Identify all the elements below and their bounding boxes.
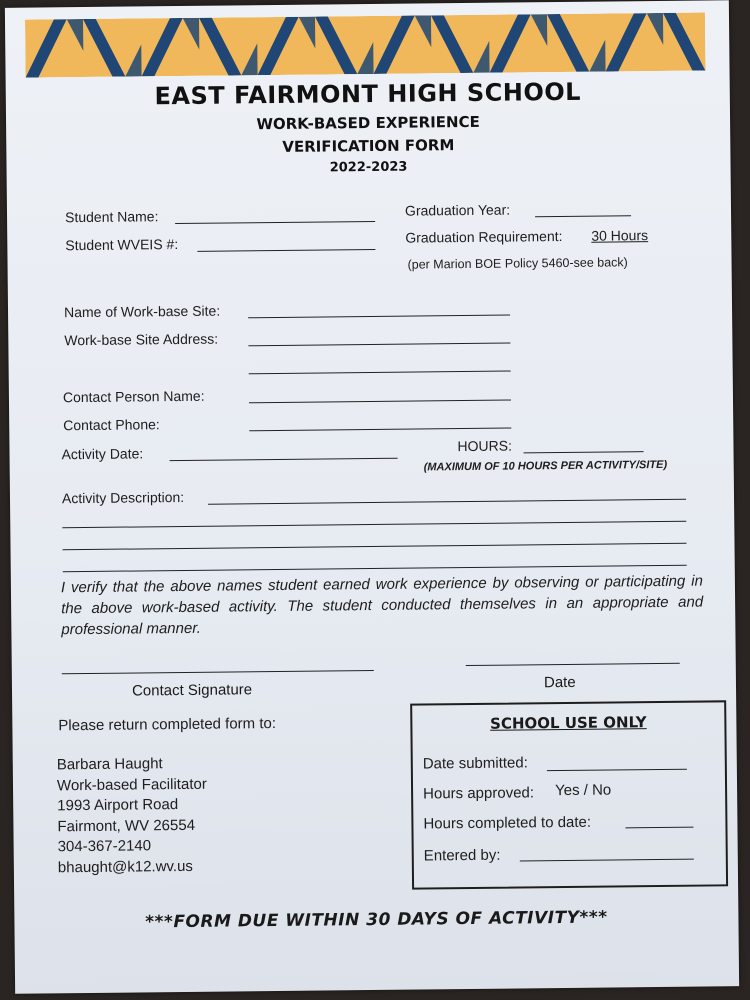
chevron-pattern-icon xyxy=(25,12,706,77)
signature-date-field[interactable] xyxy=(466,663,680,666)
student-wveis-label: Student WVEIS #: xyxy=(65,236,179,254)
site-address-field[interactable] xyxy=(248,343,510,347)
site-address-field-2[interactable] xyxy=(249,371,511,375)
facilitator-name: Barbara Haught xyxy=(56,755,163,774)
graduation-year-label: Graduation Year: xyxy=(404,201,511,219)
activity-date-field[interactable] xyxy=(170,458,398,461)
hours-completed-label: Hours completed to date: xyxy=(423,813,592,833)
site-address-label: Work-base Site Address: xyxy=(64,330,219,349)
policy-note: (per Marion BOE Policy 5460-see back) xyxy=(407,255,628,272)
return-address xyxy=(57,754,208,879)
entered-by-label: Entered by: xyxy=(423,846,501,865)
school-year: 2022-2023 xyxy=(329,159,408,176)
hours-approved-options[interactable]: Yes / No xyxy=(554,781,612,800)
graduation-requirement-label: Graduation Requirement: xyxy=(405,227,563,246)
site-name-label: Name of Work-base Site: xyxy=(63,302,221,321)
school-title: EAST FAIRMONT HIGH SCHOOL xyxy=(154,77,582,111)
date-submitted-label: Date submitted: xyxy=(422,754,528,773)
student-wveis-field[interactable] xyxy=(197,249,375,252)
activity-date-label: Activity Date: xyxy=(61,445,144,463)
student-name-field[interactable] xyxy=(175,221,375,224)
activity-description-line-2[interactable] xyxy=(62,521,686,529)
form-subtitle-1: WORK-BASED EXPERIENCE xyxy=(256,112,480,134)
graduation-year-field[interactable] xyxy=(535,215,631,217)
form-due-notice: ***FORM DUE WITHIN 30 DAYS OF ACTIVITY*** xyxy=(145,907,608,933)
hours-approved-label: Hours approved: xyxy=(423,784,535,803)
verification-statement: I verify that the above names student earned work experience by observing or participating in the above work-based activity. The student conducted themselves in an appropriate and professional manner. xyxy=(60,572,704,639)
contact-phone-field[interactable] xyxy=(249,428,511,432)
activity-description-line-3[interactable] xyxy=(63,543,687,551)
city-state-zip: Fairmont, WV 26554 xyxy=(57,816,196,835)
activity-description-label: Activity Description: xyxy=(61,488,185,507)
graduation-requirement-value: 30 Hours xyxy=(591,227,649,244)
return-instructions: Please return completed form to: xyxy=(58,715,277,735)
signature-date-label: Date xyxy=(543,673,576,692)
decorative-banner xyxy=(25,12,706,77)
hours-max-note: (MAXIMUM OF 10 HOURS PER ACTIVITY/SITE) xyxy=(423,458,668,474)
contact-name-field[interactable] xyxy=(249,400,511,404)
facilitator-title: Work-based Facilitator xyxy=(56,775,207,794)
phone-number: 304-367-2140 xyxy=(57,837,152,856)
activity-description-field[interactable] xyxy=(208,499,686,505)
hours-completed-field[interactable] xyxy=(625,827,693,829)
contact-signature-label: Contact Signature xyxy=(131,681,253,700)
school-use-title: SCHOOL USE ONLY xyxy=(490,713,647,733)
hours-label: HOURS: xyxy=(457,437,513,455)
school-use-box xyxy=(410,700,728,889)
site-name-field[interactable] xyxy=(248,315,510,319)
contact-phone-label: Contact Phone: xyxy=(63,416,160,434)
student-name-label: Student Name: xyxy=(64,208,159,226)
contact-signature-field[interactable] xyxy=(62,670,374,674)
form-page xyxy=(5,0,739,994)
street-address: 1993 Airport Road xyxy=(57,796,179,815)
date-submitted-field[interactable] xyxy=(547,769,687,771)
entered-by-field[interactable] xyxy=(520,859,694,862)
hours-field[interactable] xyxy=(524,451,644,453)
form-subtitle-2: VERIFICATION FORM xyxy=(282,136,455,156)
email-address: bhaught@k12.wv.us xyxy=(57,857,193,876)
contact-name-label: Contact Person Name: xyxy=(62,387,205,406)
